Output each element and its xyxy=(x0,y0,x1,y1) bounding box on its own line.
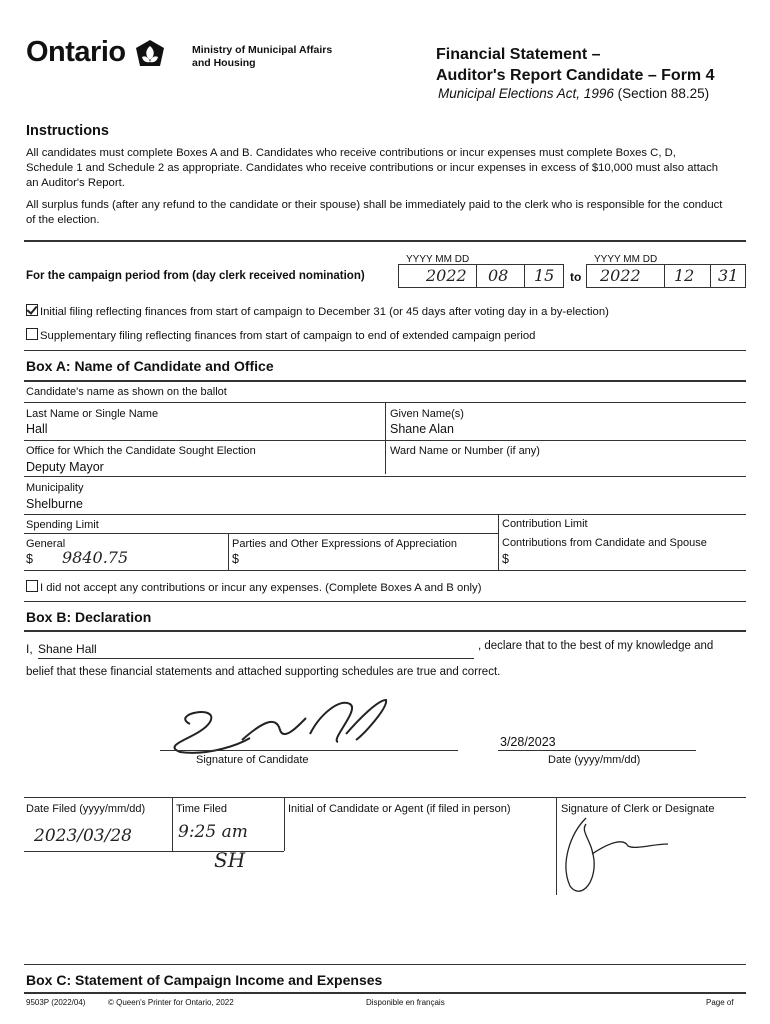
ballot-name-label: Candidate's name as shown on the ballot xyxy=(26,386,227,398)
spending-limit-label: Spending Limit xyxy=(26,519,99,531)
supplementary-filing-checkbox[interactable] xyxy=(26,328,38,340)
signature-line xyxy=(160,750,458,751)
no-contrib-label: I did not accept any contributions or incur any expenses. (Complete Boxes A and B only) xyxy=(40,582,482,594)
municipality-label: Municipality xyxy=(26,482,84,494)
contrib-candidate-currency: $ xyxy=(502,552,509,566)
instructions-para2: All surplus funds (after any refund to the candidate or their spouse) shall be immediately paid to the clerk who is responsible for the conduct of the election. xyxy=(26,199,723,226)
parties-currency: $ xyxy=(232,552,239,566)
column-divider xyxy=(498,514,499,570)
last-name-label: Last Name or Single Name xyxy=(26,408,159,420)
date-divider xyxy=(664,264,665,288)
from-day: 15 xyxy=(534,266,555,285)
page-number: Page of xyxy=(706,998,734,1007)
declaration-date[interactable]: 3/28/2023 xyxy=(500,735,556,749)
supplementary-filing-label: Supplementary filing reflecting finances from start of campaign to end of extended campaign period xyxy=(40,330,536,342)
divider xyxy=(24,570,746,571)
to-year: 2022 xyxy=(600,266,641,285)
box-c-heading: Box C: Statement of Campaign Income and Expenses xyxy=(26,972,383,988)
ministry-line1: Ministry of Municipal Affairs xyxy=(192,44,333,56)
date-line xyxy=(498,750,696,751)
divider xyxy=(24,533,498,534)
declare-prefix: I, xyxy=(26,642,33,656)
general-currency: $ xyxy=(26,552,33,566)
declare-line2: belief that these financial statements and attached supporting schedules are true and correct. xyxy=(26,666,501,678)
initial-filing-checkbox[interactable] xyxy=(26,304,38,316)
box-a-heading: Box A: Name of Candidate and Office xyxy=(26,358,274,374)
last-name-field[interactable]: Hall xyxy=(26,422,48,436)
divider xyxy=(24,514,746,515)
date-label: Date (yyyy/mm/dd) xyxy=(548,754,641,766)
ontario-logo-text: Ontario xyxy=(26,36,126,68)
ministry-name xyxy=(192,44,362,70)
date-filed-label: Date Filed (yyyy/mm/dd) xyxy=(26,803,146,815)
date-divider xyxy=(524,264,525,288)
divider xyxy=(24,601,746,602)
office-label: Office for Which the Candidate Sought Election xyxy=(26,445,256,457)
act-section: (Section 88.25) xyxy=(617,86,710,101)
declarant-name[interactable]: Shane Hall xyxy=(38,642,97,656)
divider xyxy=(24,964,746,965)
column-divider xyxy=(228,533,229,570)
no-contrib-checkbox[interactable] xyxy=(26,580,38,592)
form-title-line1: Financial Statement – xyxy=(436,46,601,63)
divider xyxy=(24,992,746,994)
from-year: 2022 xyxy=(426,266,467,285)
clerk-signature xyxy=(556,814,676,898)
divider xyxy=(24,380,746,382)
column-divider xyxy=(284,797,285,851)
no-contrib-option[interactable] xyxy=(26,580,481,594)
divider xyxy=(24,630,746,632)
to-label: to xyxy=(570,270,582,284)
given-names-label: Given Name(s) xyxy=(390,408,464,420)
name-underline xyxy=(38,658,474,659)
french-availability: Disponible en français xyxy=(366,998,445,1007)
initial-value[interactable]: SH xyxy=(214,848,246,872)
to-month: 12 xyxy=(674,266,695,285)
date-divider xyxy=(476,264,477,288)
municipality-field[interactable]: Shelburne xyxy=(26,497,83,511)
initial-filing-option[interactable] xyxy=(26,304,609,318)
instructions-para1: All candidates must complete Boxes A and B. Candidates who receive contributions or incur expenses must complete Boxes C, D, Schedule 1 and Schedule 2 as appropriate. Candidates who receive contributions or incur expenses in excess of $10,000 must also attach an Auditor's Report. xyxy=(26,147,719,189)
parties-label: Parties and Other Expressions of Appreciation xyxy=(232,538,458,550)
copyright: © Queen's Printer for Ontario, 2022 xyxy=(108,998,234,1007)
declare-suffix: , declare that to the best of my knowledge and xyxy=(478,640,714,652)
date-divider xyxy=(710,264,711,288)
column-divider xyxy=(385,402,386,474)
from-month: 08 xyxy=(488,266,509,285)
divider xyxy=(24,797,746,798)
box-b-heading: Box B: Declaration xyxy=(26,609,152,625)
campaign-period-label: For the campaign period from (day clerk received nomination) xyxy=(26,270,365,282)
signature-label: Signature of Candidate xyxy=(196,754,309,766)
ward-label: Ward Name or Number (if any) xyxy=(390,445,540,457)
contrib-candidate-label: Contributions from Candidate and Spouse xyxy=(502,537,707,549)
from-date-format: YYYY MM DD xyxy=(406,254,470,265)
trillium-logo-icon xyxy=(134,38,166,70)
to-day: 31 xyxy=(718,266,739,285)
to-date-format: YYYY MM DD xyxy=(594,254,658,265)
divider xyxy=(24,476,746,477)
time-filed-label: Time Filed xyxy=(176,803,227,815)
act-reference xyxy=(438,86,709,101)
divider xyxy=(24,440,746,441)
date-filed-value[interactable]: 2023/03/28 xyxy=(34,826,132,846)
instructions-heading: Instructions xyxy=(26,123,109,139)
given-names-field[interactable]: Shane Alan xyxy=(390,422,454,436)
divider xyxy=(24,240,746,242)
supplementary-filing-option[interactable] xyxy=(26,328,535,342)
column-divider xyxy=(172,797,173,851)
time-filed-value[interactable]: 9:25 am xyxy=(178,822,248,842)
act-name: Municipal Elections Act, 1996 xyxy=(438,86,614,101)
initial-filing-label: Initial filing reflecting finances from start of campaign to December 31 (or 45 days after voting day in a by-election) xyxy=(40,306,609,318)
form-title xyxy=(436,44,715,86)
clerk-signature-label: Signature of Clerk or Designate xyxy=(561,803,715,815)
general-label: General xyxy=(26,538,66,550)
ministry-line2: and Housing xyxy=(192,57,256,69)
form-title-line2: Auditor's Report Candidate – Form 4 xyxy=(436,67,715,84)
office-field[interactable]: Deputy Mayor xyxy=(26,460,104,474)
initial-label: Initial of Candidate or Agent (if filed in person) xyxy=(288,803,511,815)
general-value[interactable]: 9840.75 xyxy=(62,548,129,567)
divider xyxy=(24,350,746,351)
candidate-signature xyxy=(150,694,390,758)
contribution-limit-label: Contribution Limit xyxy=(502,518,588,530)
form-code: 9503P (2022/04) xyxy=(26,998,86,1007)
